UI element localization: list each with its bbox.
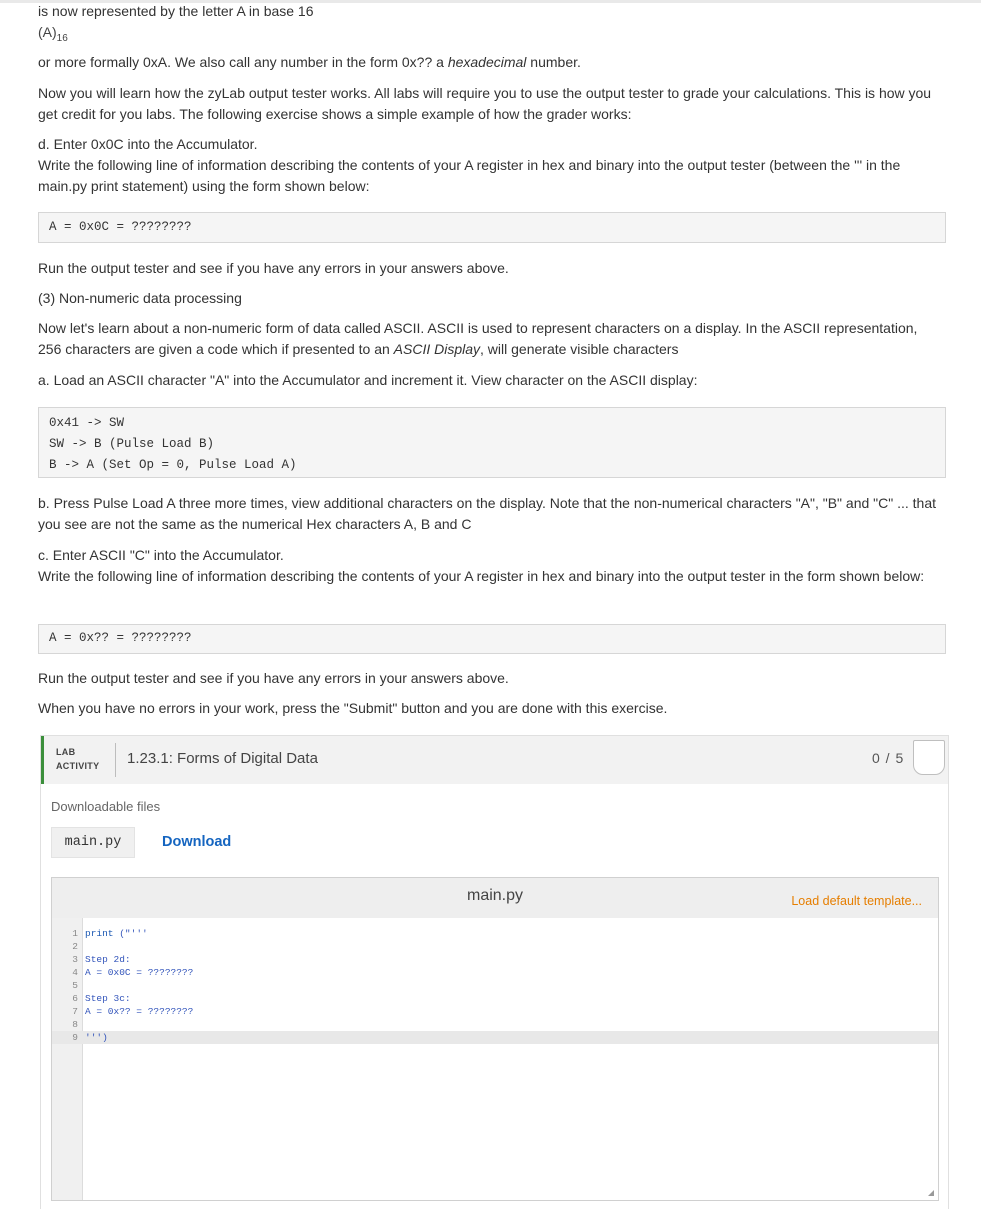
step-c-body: Write the following line of information describing the contents of your A register in hex and binary into the output tester in the form shown below:: [38, 568, 925, 584]
download-link[interactable]: Download: [162, 834, 232, 850]
lab-activity-panel: [40, 735, 949, 1209]
editor-line: 4 A = 0x0C = ????????: [72, 967, 194, 978]
editor-line: 6 Step 3c:: [72, 993, 131, 1004]
file-chip-main-py[interactable]: main.py: [51, 827, 135, 858]
code-line: SW -> B (Pulse Load B): [49, 437, 215, 451]
step-c-title: c. Enter ASCII "C" into the Accumulator.: [38, 547, 284, 563]
score-badge-icon: [913, 740, 945, 775]
header-divider: [115, 743, 116, 777]
code-sample-step-c: [38, 624, 946, 654]
code-area[interactable]: [52, 927, 938, 1044]
editor-line: 8: [72, 1019, 78, 1030]
intro-line: is now represented by the letter A in base 16: [38, 3, 314, 19]
run-tester-note: Run the output tester and see if you have any errors in your answers above.: [38, 670, 509, 686]
code-sample-step-d: [38, 212, 946, 243]
base-notation: $(A)_{16}$: [38, 24, 68, 44]
step-b-text: b. Press Pulse Load A three more times, view additional characters on the display. Note that the non-numerical characters "A", "B" and "C" ... that you see are not the same as the numerical Hex characters A, B and C: [38, 495, 937, 532]
load-default-template-link[interactable]: Load default template...: [791, 894, 922, 908]
code-line: A = 0x0C = ????????: [49, 220, 192, 234]
editor-line: 3 Step 2d:: [72, 954, 131, 965]
run-tester-note: Run the output tester and see if you have any errors in your answers above.: [38, 260, 509, 276]
lab-title: 1.23.1: Forms of Digital Data: [127, 750, 318, 767]
editor-filename: main.py: [466, 887, 524, 904]
resize-handle-icon[interactable]: [928, 1190, 934, 1196]
code-line: 0x41 -> SW: [49, 416, 125, 430]
step-a-text: a. Load an ASCII character "A" into the Accumulator and increment it. View character on the ASCII display:: [38, 372, 698, 388]
code-editor[interactable]: [51, 877, 939, 1201]
editor-line-active: 9 '''): [52, 1031, 938, 1044]
step-d-title: d. Enter 0x0C into the Accumulator.: [38, 136, 258, 152]
section-heading: (3) Non-numeric data processing: [38, 290, 242, 306]
ascii-paragraph: Now let's learn about a non-numeric form of data called ASCII. ASCII is used to represent characters on a display. In the ASCII representation, 256 characters are given a code which if presented to an ASCII Display, will generate visible characters: [38, 320, 918, 357]
code-line: A = 0x?? = ????????: [49, 631, 192, 645]
editor-header: [52, 878, 938, 918]
step-d-body: Write the following line of information describing the contents of your A register in hex and binary into the output tester (between the ''' in the main.py print statement) using the form shown below:: [38, 157, 901, 194]
editor-line: 7 A = 0x?? = ????????: [72, 1006, 194, 1017]
editor-line: 1 print ("''': [72, 928, 148, 939]
tester-paragraph: Now you will learn how the zyLab output tester works. All labs will require you to use the output tester to grade your calculations. This is how you get credit for you labs. The following exercise shows a simple example of how the grader works:: [38, 85, 932, 122]
lab-score: 0 / 5: [872, 750, 905, 766]
downloadable-files-label: Downloadable files: [51, 799, 161, 814]
code-line: B -> A (Set Op = 0, Pulse Load A): [49, 458, 297, 472]
editor-line: 5: [72, 980, 78, 991]
code-sample-step-a: [38, 407, 946, 478]
formal-notation: or more formally 0xA. We also call any number in the form 0x?? a hexadecimal number.: [38, 54, 581, 70]
lab-header: [41, 736, 948, 784]
submit-note: When you have no errors in your work, press the "Submit" button and you are done with this exercise.: [38, 700, 668, 716]
lab-activity-tag: LAB ACTIVITY: [56, 747, 100, 771]
editor-line: 2: [72, 941, 78, 952]
